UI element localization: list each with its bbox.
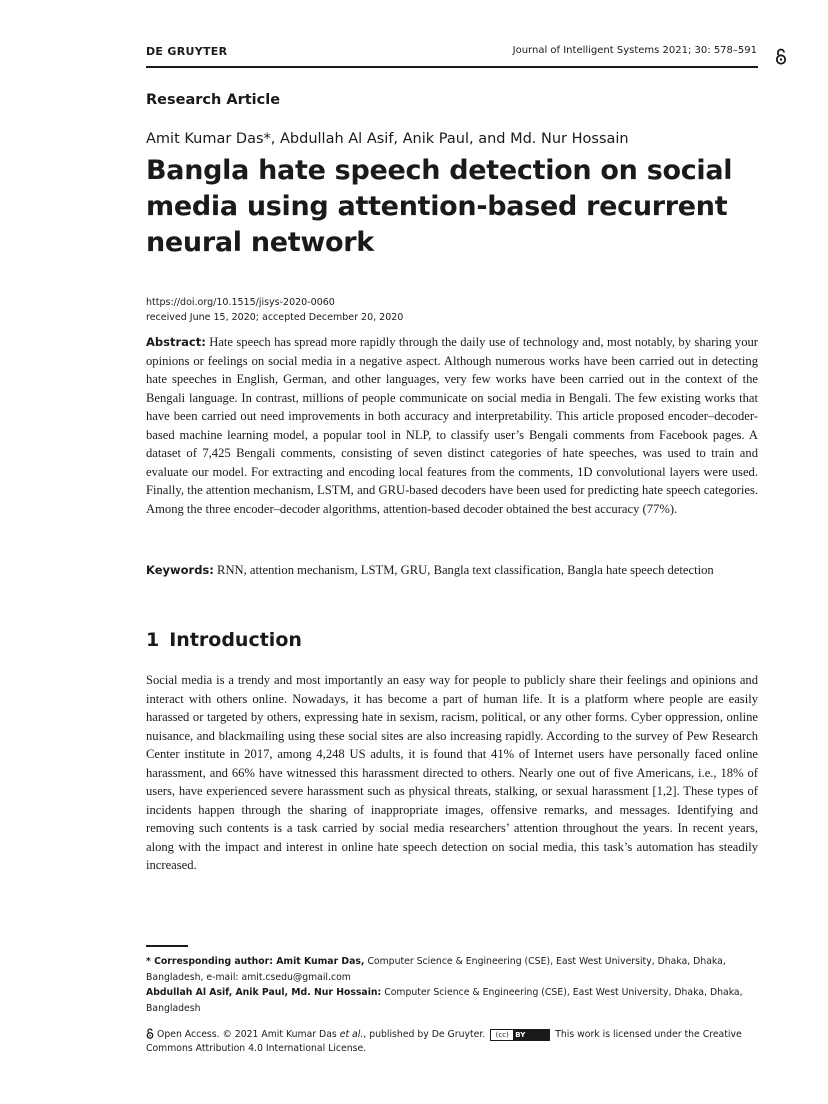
license-etal: et al. xyxy=(339,1029,364,1040)
footnote-rule xyxy=(146,945,188,947)
open-access-icon xyxy=(146,1028,154,1039)
article-title: Bangla hate speech detection on social media using attention-based recurrent neural network xyxy=(146,155,733,258)
doi-link[interactable]: https://doi.org/10.1515/jisys-2020-0060 xyxy=(146,297,335,308)
author-list: Amit Kumar Das*, Abdullah Al Asif, Anik Paul, and Md. Nur Hossain xyxy=(146,131,629,147)
corresponding-author-label: * Corresponding author: Amit Kumar Das, xyxy=(146,956,365,967)
keywords xyxy=(146,561,786,580)
cc-badge-right: BY xyxy=(515,1030,526,1039)
section-heading xyxy=(146,629,302,651)
open-access-icon xyxy=(775,48,787,65)
coauthors-affiliation: Computer Science & Engineering (CSE), East West University, Dhaka, Dhaka, Bangladesh xyxy=(146,987,743,1014)
cc-badge-left: (cc) xyxy=(491,1030,513,1040)
article-type: Research Article xyxy=(146,92,281,108)
cc-by-icon[interactable] xyxy=(490,1029,550,1041)
footnotes xyxy=(146,954,758,1016)
introduction-paragraph: Social media is a trendy and most importantly an easy way for people to publicly share their feelings and opinions and interact with others online. Nowadays, it has become a part of human life. It is a platform where people are easily harassed or targeted by others, expressing hate in sexism, racism, political, or any other forms. Cyber oppression, online nuisance, and blackmailing using these social sites are also increasing rapidly. According to the survey of Pew Research Center institute in 2017, among 4,248 US adults, it is found that 41% of Internet users have personally faced online harassment, and 66% have witnessed this harassment directed to others. Nearly one out of five Americans, i.e., 18% of users, have experienced severe harassment such as physical threats, stalking, or sexual harassment [1,2]. These types of incidents happen through the sharing of inappropriate images, offensive remarks, and messages. Identifying and removing such contents is a task carried by social media researchers’ attention throughout the years. In recent years, along with the impact and interest in online hate speech detection on social media, this task’s automation has steadily increased. xyxy=(146,673,758,872)
license-prefix: Open Access. © 2021 Amit Kumar Das xyxy=(157,1029,337,1040)
coauthors-label: Abdullah Al Asif, Anik Paul, Md. Nur Hossain: xyxy=(146,987,382,998)
journal-citation: Journal of Intelligent Systems 2021; 30: 578–591 xyxy=(512,45,757,56)
header-rule xyxy=(146,66,758,68)
abstract-label: Abstract: xyxy=(146,335,206,349)
section-title: Introduction xyxy=(169,629,302,651)
received-dates: received June 15, 2020; accepted December 20, 2020 xyxy=(146,312,404,323)
corresponding-author-affiliation: Computer Science & Engineering (CSE), East West University, Dhaka, Dhaka, Bangladesh, e-mail: amit.csedu@gmail.com xyxy=(146,956,726,983)
coauthors-note xyxy=(146,985,758,1016)
keywords-text: RNN, attention mechanism, LSTM, GRU, Bangla text classification, Bangla hate speech detection xyxy=(217,563,714,577)
corresponding-author-note xyxy=(146,954,758,985)
publisher-name: DE GRUYTER xyxy=(146,45,228,58)
article-meta xyxy=(146,295,403,325)
abstract-text: Hate speech has spread more rapidly through the daily use of technology and, most notably, by sharing your opinions or feelings on social media in a negative aspect. Although numerous works have been carried out in detecting hate speeches in English, German, and other languages, very few works have been carried out in the context of the Bengali language. In contrast, millions of people communicate on social media in Bengali. The few existing works that have been carried out need improvements in both accuracy and interpretability. This article proposed encoder–decoder-based machine learning model, a popular tool in NLP, to classify user’s Bengali comments from Facebook pages. A dataset of 7,425 Bengali comments, consisting of seven distinct categories of hate speeches, was used to train and evaluate our model. For extracting and encoding local features from the comments, 1D convolutional layers were used. Finally, the attention mechanism, LSTM, and GRU-based decoders have been used for predicting hate speech categories. Among the three encoder–decoder algorithms, attention-based decoder obtained the best accuracy (77%). xyxy=(146,335,758,516)
license-statement xyxy=(146,1028,758,1056)
license-suffix: This work is licensed under the Creative Commons Attribution 4.0 International License. xyxy=(146,1029,742,1054)
section-number: 1 xyxy=(146,629,160,651)
license-middle: , published by De Gruyter. xyxy=(363,1029,486,1040)
keywords-label: Keywords: xyxy=(146,563,214,577)
abstract xyxy=(146,333,758,518)
